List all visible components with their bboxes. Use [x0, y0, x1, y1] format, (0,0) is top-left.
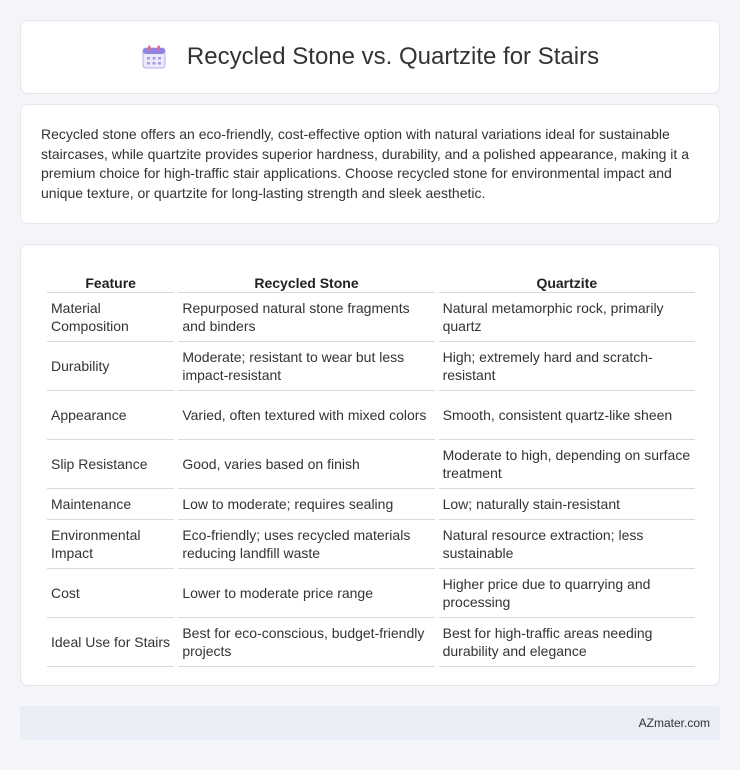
recycled-stone-cell: Lower to moderate price range [178, 569, 434, 618]
feature-cell: Maintenance [47, 489, 174, 520]
feature-cell: Durability [47, 342, 174, 391]
header-quartzite: Quartzite [439, 265, 695, 293]
quartzite-cell: Natural resource extraction; less sustainable [439, 520, 695, 569]
feature-cell: Material Composition [47, 293, 174, 342]
recycled-stone-cell: Best for eco-conscious, budget-friendly projects [178, 618, 434, 667]
feature-cell: Cost [47, 569, 174, 618]
recycled-stone-cell: Eco-friendly; uses recycled materials reducing landfill waste [178, 520, 434, 569]
quartzite-cell: Low; naturally stain-resistant [439, 489, 695, 520]
feature-cell: Appearance [47, 391, 174, 440]
table-header-row [47, 265, 695, 293]
table-row [47, 489, 695, 520]
quartzite-cell: Natural metamorphic rock, primarily quartz [439, 293, 695, 342]
recycled-stone-cell: Repurposed natural stone fragments and binders [178, 293, 434, 342]
title-card [20, 20, 720, 94]
feature-cell: Environmental Impact [47, 520, 174, 569]
calendar-icon [141, 44, 167, 70]
recycled-stone-cell: Low to moderate; requires sealing [178, 489, 434, 520]
footer-brand: AZmater.com [638, 716, 710, 730]
table-row [47, 342, 695, 391]
comparison-table [43, 265, 699, 667]
quartzite-cell: Smooth, consistent quartz-like sheen [439, 391, 695, 440]
quartzite-cell: Moderate to high, depending on surface treatment [439, 440, 695, 489]
table-row [47, 520, 695, 569]
recycled-stone-cell: Varied, often textured with mixed colors [178, 391, 434, 440]
table-row [47, 618, 695, 667]
quartzite-cell: Higher price due to quarrying and processing [439, 569, 695, 618]
recycled-stone-cell: Good, varies based on finish [178, 440, 434, 489]
table-row [47, 293, 695, 342]
header-feature: Feature [47, 265, 174, 293]
quartzite-cell: High; extremely hard and scratch-resistant [439, 342, 695, 391]
feature-cell: Slip Resistance [47, 440, 174, 489]
summary-card [20, 104, 720, 224]
comparison-table-card [20, 244, 720, 686]
recycled-stone-cell: Moderate; resistant to wear but less impact-resistant [178, 342, 434, 391]
header-recycled-stone: Recycled Stone [178, 265, 434, 293]
table-row [47, 569, 695, 618]
feature-cell: Ideal Use for Stairs [47, 618, 174, 667]
table-row [47, 391, 695, 440]
summary-text: Recycled stone offers an eco-friendly, cost-effective option with natural variations ideal for sustainable staircases, while quartzite provides superior hardness, durability, and a polished appearance, making it a premium choice for high-traffic stair applications. Choose recycled stone for environmental impact and unique texture, or quartzite for long-lasting strength and sleek aesthetic. [41, 126, 689, 201]
table-row [47, 440, 695, 489]
page-title: Recycled Stone vs. Quartzite for Stairs [186, 43, 600, 70]
footer [20, 706, 720, 740]
quartzite-cell: Best for high-traffic areas needing durability and elegance [439, 618, 695, 667]
